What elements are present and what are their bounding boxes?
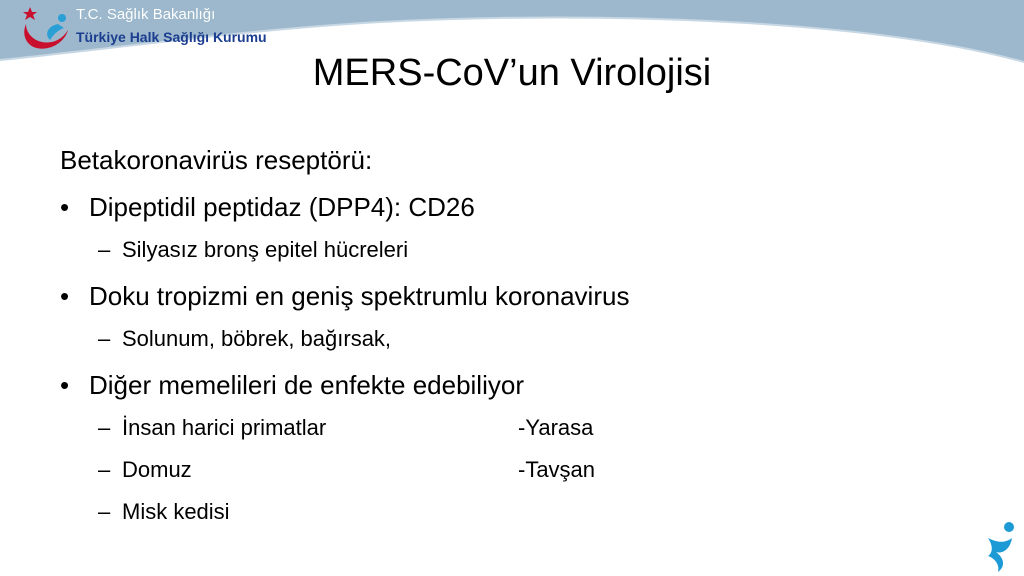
sub-bullet-text: Solunum, böbrek, bağırsak,	[122, 326, 392, 351]
bullet-text: Diğer memelileri de enfekte edebiliyor	[89, 370, 524, 400]
sub-bullet-marker: –	[98, 415, 111, 440]
sub-bullet-second-column: -Yarasa	[518, 415, 594, 440]
sub-bullet-item	[60, 449, 1000, 491]
sub-bullet-marker: –	[98, 499, 111, 524]
bullet-marker: •	[60, 281, 70, 311]
slide-content	[60, 138, 1000, 533]
bullet-text: Doku tropizmi en geniş spektrumlu koronavirus	[89, 281, 630, 311]
org-name: T.C. Sağlık Bakanlığı	[76, 6, 216, 23]
bullet-item	[60, 185, 1000, 229]
sub-bullet-text: İnsan harici primatlar	[122, 415, 327, 440]
sub-bullet-item	[60, 407, 1000, 449]
sub-bullet-item	[60, 491, 1000, 533]
bullet-marker: •	[60, 192, 70, 222]
sub-bullet-marker: –	[98, 326, 111, 351]
content-heading: Betakoronavirüs reseptörü:	[60, 145, 373, 175]
bullet-marker: •	[60, 370, 70, 400]
sub-bullet-text: Misk kedisi	[122, 499, 230, 524]
sub-bullet-marker: –	[98, 457, 111, 482]
sub-bullet-item	[60, 318, 1000, 360]
sub-bullet-text: Silyasız bronş epitel hücreleri	[122, 237, 409, 262]
sub-bullet-marker: –	[98, 237, 111, 262]
bullet-item	[60, 274, 1000, 318]
bullet-item	[60, 363, 1000, 407]
bullet-text: Dipeptidil peptidaz (DPP4): CD26	[89, 192, 475, 222]
sub-bullet-text: Domuz	[122, 457, 192, 482]
sub-bullet-item	[60, 229, 1000, 271]
public-health-figure-logo	[982, 520, 1018, 574]
sub-bullet-second-column: -Tavşan	[518, 457, 596, 482]
org-subname: Türkiye Halk Sağlığı Kurumu	[76, 29, 267, 45]
slide-title: MERS-CoV’un Virolojisi	[312, 52, 712, 94]
